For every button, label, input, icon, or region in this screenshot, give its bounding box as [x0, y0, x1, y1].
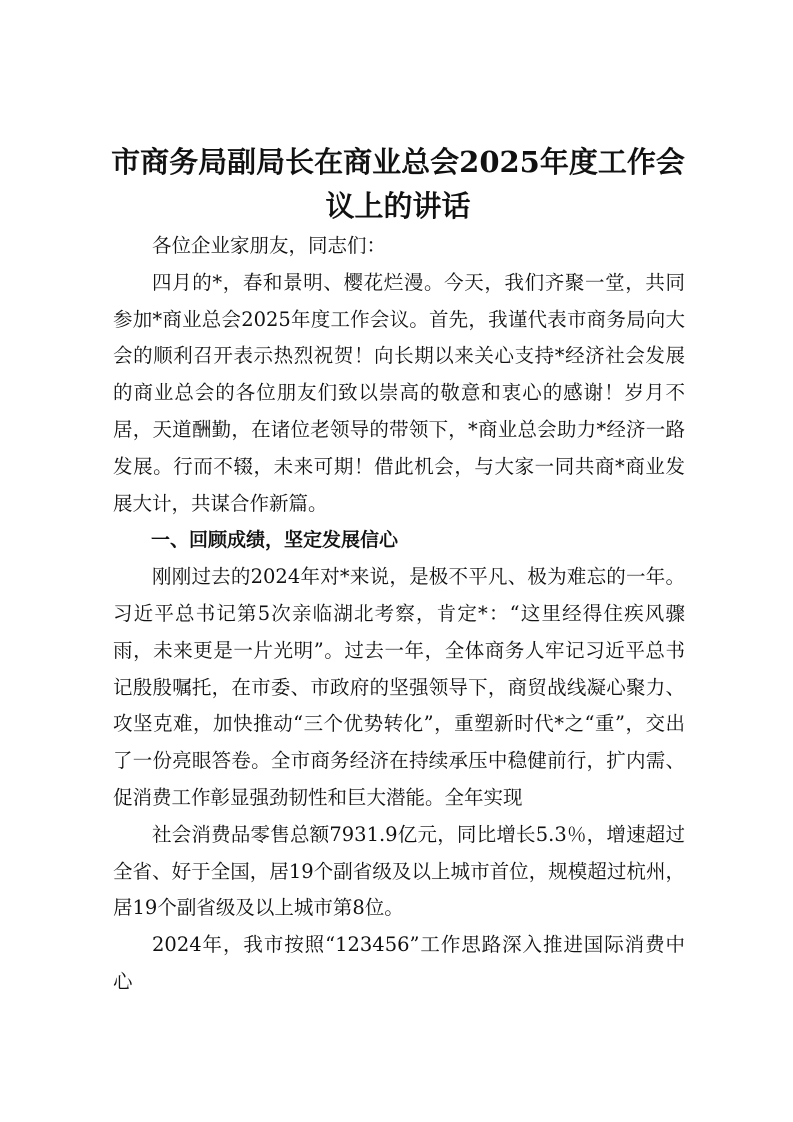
- salutation: 各位企业家朋友，同志们：: [152, 234, 387, 257]
- opening-paragraph: 四月的*，春和景明、樱花烂漫。今天，我们齐聚一堂，共同参加*商业总会2025年度工作会议。首先，我谨代表市商务局向大会的顺利召开表示热烈祝贺！向长期以来关心支持*经济社会发展的商业总会的各位朋友们致以崇高的敬意和衷心的感谢！岁月不居，天道酬勤，在诸位老领导的带领下，*商业总会助力*经济一路发展。行而不辍，未来可期！借此机会，与大家一同共商*商业发展大计，共谋合作新篇。: [113, 270, 685, 515]
- document-title: 市商务局副局长在商业总会2025年度工作会议上的讲话: [111, 145, 685, 223]
- section-heading: 一、回顾成绩，坚定发展信心: [151, 529, 399, 552]
- section-paragraph: 社会消费品零售总额7931.9亿元，同比增长5.3％，增速超过全省、好于全国，居19个副省级及以上城市首位，规模超过杭州，居19个副省级及以上城市第8位。: [113, 822, 685, 920]
- section-paragraph: 2024年，我市按照“123456”工作思路深入推进国际消费中心: [113, 933, 685, 993]
- section-paragraph: 刚刚过去的2024年对*来说，是极不平凡、极为难忘的一年。习近平总书记第5次亲临湖北考察，肯定*：“这里经得住疾风骤雨，未来更是一片光明”。过去一年，全体商务人牢记习近平总书记殷殷嘱托，在市委、市政府的坚强领导下，商贸战线凝心聚力、攻坚克难，加快推动“三个优势转化”，重塑新时代*之“重”，交出了一份亮眼答卷。全市商务经济在持续承压中稳健前行，扩内需、促消费工作彰显强劲韧性和巨大潜能。全年实现: [113, 565, 685, 809]
- document-body: [113, 228, 685, 1001]
